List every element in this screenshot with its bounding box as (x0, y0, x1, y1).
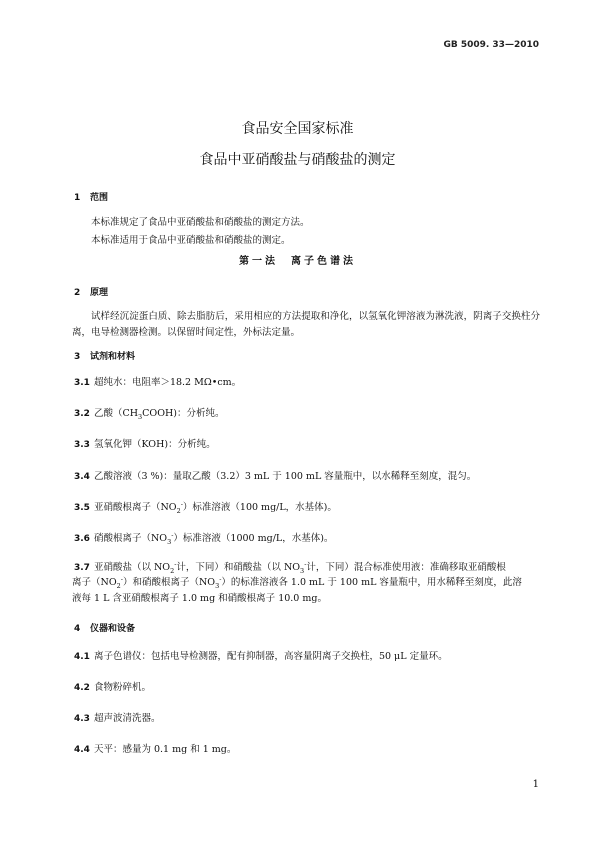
scope-paragraph-2: 本标准适用于食品中亚硝酸盐和硝酸盐的测定。 (91, 235, 291, 246)
superscript: - (304, 559, 307, 568)
clause-number: 3.2 (74, 409, 90, 419)
clause-3-1 (74, 374, 241, 388)
clause-text: 乙酸（CH (93, 408, 139, 419)
superscript: - (180, 499, 183, 508)
scope-paragraph-1: 本标准规定了食品中亚硝酸盐和硝酸盐的测定方法。 (91, 217, 310, 228)
clause-text-tail: ）标准溶液（100 mg/L，水基体)。 (182, 502, 337, 513)
section-title: 试剂和材料 (90, 352, 136, 362)
subscript: 2 (176, 506, 181, 515)
section-number: 4 (74, 624, 81, 634)
principle-paragraph: 试样经沉淀蛋白质、除去脂肪后，采用相应的方法提取和净化，以氢氧化钾溶液为淋洗液，阴离子交换柱分离，电导检测器检测。以保留时间定性，外标法定量。 (72, 311, 540, 338)
clause-text: ）和硝酸根离子（NO (122, 577, 216, 588)
clause-4-1 (74, 648, 448, 662)
clause-text: 超纯水：电阻率＞18.2 MΩ•cm。 (93, 377, 242, 388)
clause-text: 离子色谱仪：包括电导检测器，配有抑制器，高容量阴离子交换柱，50 μL 定量环。 (93, 651, 448, 662)
subscript: 3 (138, 412, 143, 421)
subscript: 3 (167, 537, 172, 546)
clause-text: 离子（NO (72, 577, 117, 588)
document-subtitle: 食品中亚硝酸盐与硝酸盐的测定 (199, 152, 396, 168)
section-heading-principle (74, 285, 108, 298)
section-title: 仪器和设备 (90, 624, 136, 634)
standard-number: GB 5009. 33—2010 (443, 40, 539, 50)
clause-number: 4.2 (74, 683, 90, 693)
clause-text: 亚硝酸根离子（NO (93, 502, 177, 513)
clause-3-2 (74, 405, 225, 419)
subscript: 3 (215, 581, 220, 590)
clause-number: 3.4 (74, 472, 90, 482)
clause-number: 3.6 (74, 534, 90, 544)
clause-3-7-line-2 (72, 575, 522, 591)
clause-text: 亚硝酸盐（以 NO (93, 562, 171, 573)
clause-text: ）的标准溶液各 1.0 mL 于 100 mL 容量瓶中，用水稀释至刻度，此溶 (221, 577, 522, 588)
clause-number: 3.7 (74, 563, 90, 573)
clause-text: 食物粉碎机。 (93, 682, 151, 693)
clause-text-tail: COOH)：分析纯。 (142, 408, 225, 419)
clause-4-3 (74, 710, 160, 724)
clause-number: 4.1 (74, 652, 90, 662)
section-number: 2 (74, 288, 81, 298)
clause-number: 3.3 (74, 440, 90, 450)
clause-text: 超声波清洗器。 (93, 713, 161, 724)
method-title: 第一法 离子色谱法 (239, 256, 356, 267)
clause-number: 4.4 (74, 745, 90, 755)
superscript: - (174, 559, 177, 568)
clause-4-4 (74, 741, 236, 755)
clause-text: 计，下同）混合标准使用液：准确移取亚硝酸根 (306, 562, 506, 573)
section-heading-reagents (74, 349, 135, 362)
clause-text: 乙酸溶液（3 %)：量取乙酸（3.2）3 mL 于 100 mL 容量瓶中，以水稀释至刻度，混匀。 (93, 471, 477, 482)
clause-3-3 (74, 436, 216, 450)
section-number: 3 (74, 352, 81, 362)
section-title: 原理 (90, 288, 109, 298)
clause-number: 3.1 (74, 378, 90, 388)
clause-text: 氢氧化钾（KOH)：分析纯。 (93, 439, 216, 450)
section-number: 1 (74, 193, 81, 203)
clause-text: 硝酸根离子（NO (93, 533, 168, 544)
section-heading-apparatus (74, 621, 135, 634)
clause-number: 3.5 (74, 503, 90, 513)
document-title: 食品安全国家标准 (241, 121, 354, 137)
clause-text: 天平：感量为 0.1 mg 和 1 mg。 (93, 744, 237, 755)
clause-3-6 (74, 530, 333, 544)
clause-text-tail: ）标准溶液（1000 mg/L，水基体)。 (173, 533, 334, 544)
clause-4-2 (74, 679, 151, 693)
clause-3-5 (74, 499, 337, 513)
superscript: - (120, 574, 123, 583)
superscript: - (171, 530, 174, 539)
superscript: - (219, 574, 222, 583)
section-heading-scope (74, 190, 108, 203)
clause-3-7-line-1 (74, 559, 506, 573)
section-title: 范围 (90, 193, 109, 203)
subscript: 2 (170, 566, 175, 575)
clause-3-7-line-3: 液每 1 L 含亚硝酸根离子 1.0 mg 和硝酸根离子 10.0 mg。 (72, 593, 327, 604)
clause-3-4 (74, 468, 476, 482)
subscript: 2 (116, 581, 121, 590)
clause-number: 4.3 (74, 714, 90, 724)
page-number: 1 (532, 779, 539, 790)
clause-text: 计，下同）和硝酸盐（以 NO (176, 562, 301, 573)
subscript: 3 (300, 566, 305, 575)
